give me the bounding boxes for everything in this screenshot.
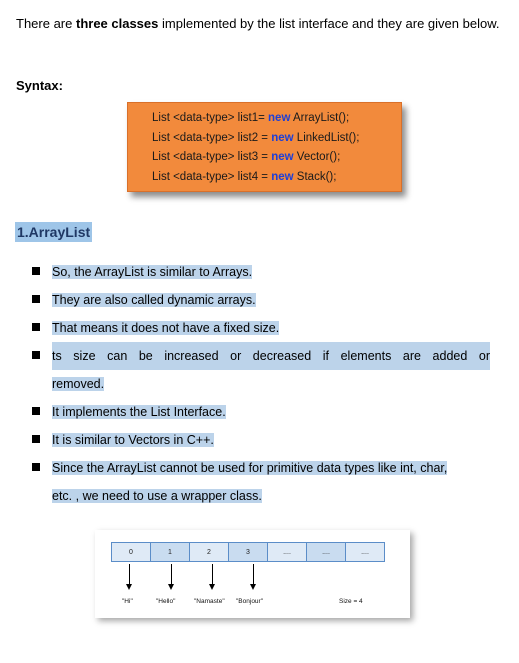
- value-label: "Hi": [122, 598, 133, 605]
- section-heading: 1.ArrayList: [17, 224, 91, 240]
- list-item: It implements the List Interface.: [30, 398, 490, 426]
- value-label: "Namaste": [194, 598, 225, 605]
- size-label: Size = 4: [339, 598, 363, 605]
- arraylist-diagram: [95, 530, 410, 618]
- down-arrow-icon: [212, 564, 213, 586]
- bullet-icon: [32, 267, 40, 275]
- intro-paragraph: [16, 10, 504, 38]
- array-cells: [111, 542, 384, 562]
- list-item-continuation: etc. , we need to use a wrapper class.: [52, 489, 262, 503]
- bullet-icon: [32, 407, 40, 415]
- code-line: List <data-type> list2 = new LinkedList();: [152, 131, 360, 144]
- list-item: That means it does not have a fixed size.: [30, 314, 490, 342]
- value-label: "Bonjour": [236, 598, 264, 605]
- bullet-icon: [32, 351, 40, 359]
- code-line: List <data-type> list3 = new Vector();: [152, 151, 341, 163]
- list-item: They are also called dynamic arrays.: [30, 286, 490, 314]
- bullet-icon: [32, 323, 40, 331]
- intro-bold: three classes: [75, 16, 159, 31]
- intro-text-1: There are: [16, 16, 76, 31]
- array-cell: ....: [306, 542, 346, 562]
- array-cell: ....: [267, 542, 307, 562]
- down-arrow-icon: [129, 564, 130, 586]
- bullet-icon: [32, 435, 40, 443]
- array-cell: 2: [189, 542, 229, 562]
- list-item: It is similar to Vectors in C++.: [30, 426, 490, 454]
- list-item-continuation: removed.: [52, 377, 105, 391]
- code-line: List <data-type> list4 = new Stack();: [152, 170, 337, 183]
- value-label: "Hello": [156, 598, 176, 605]
- intro-text-2: implemented by the list interface and they are given below.: [158, 16, 500, 31]
- array-cell: 3: [228, 542, 268, 562]
- syntax-label: Syntax:: [16, 78, 63, 93]
- down-arrow-icon: [171, 564, 172, 586]
- down-arrow-icon: [253, 564, 254, 586]
- code-box: [127, 102, 402, 192]
- bullet-icon: [32, 295, 40, 303]
- list-item: So, the ArrayList is similar to Arrays.: [30, 258, 490, 286]
- list-item: Since the ArrayList cannot be used for primitive data types like int, char,: [30, 454, 490, 482]
- array-cell: 0: [111, 542, 151, 562]
- array-cell: 1: [150, 542, 190, 562]
- bullet-list: [30, 258, 490, 510]
- array-cell: ....: [345, 542, 385, 562]
- code-line: List <data-type> list1= new ArrayList();: [152, 112, 350, 124]
- bullet-icon: [32, 463, 40, 471]
- list-item: ts size can be increased or decreased if elements are added or: [30, 342, 490, 370]
